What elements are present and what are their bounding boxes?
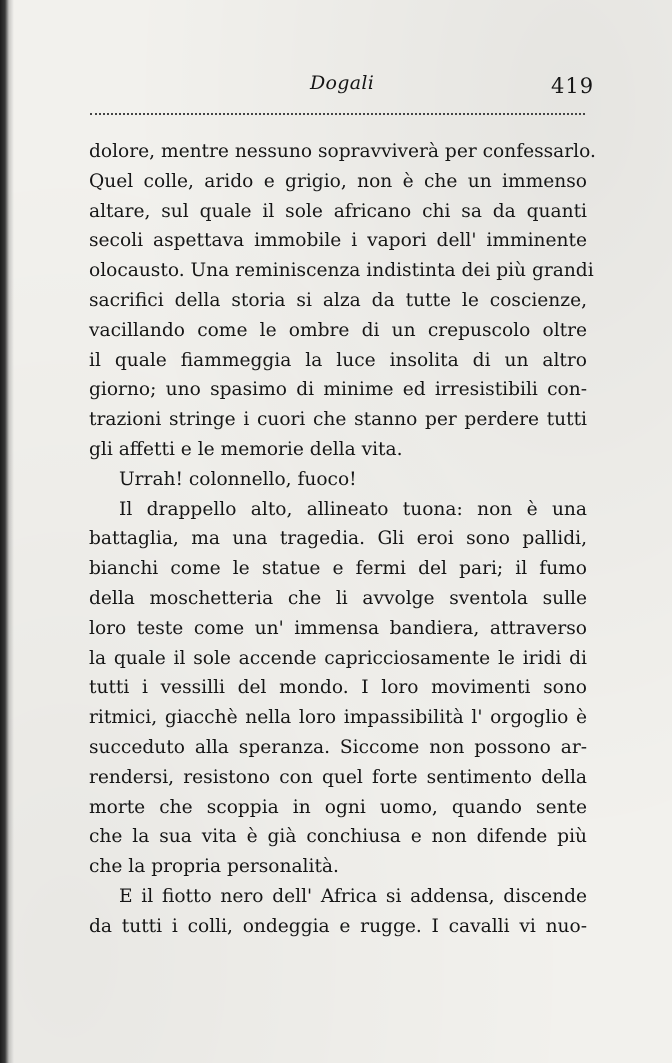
text-line: ritmici, giacchè nella loro impassibilità l' orgoglio è	[89, 707, 587, 729]
text-line: Il drappello alto, allineato tuona: non è una	[119, 498, 587, 520]
text-line: della moschetteria che li avvolge sventola sulle	[89, 587, 587, 609]
text-line: da tutti i colli, ondeggia e rugge. I cavalli vi nuo-	[89, 915, 587, 937]
text-line: il quale fiammeggia la luce insolita di un altro	[89, 349, 587, 371]
text-line: secoli aspettava immobile i vapori dell' imminente	[89, 230, 587, 252]
text-line: rendersi, resistono con quel forte sentimento della	[89, 766, 587, 788]
running-head	[0, 68, 672, 104]
text-line: battaglia, ma una tragedia. Gli eroi sono pallidi,	[89, 528, 587, 550]
running-title: Dogali	[310, 72, 375, 94]
body-text	[89, 137, 596, 942]
text-line: morte che scoppia in ogni uomo, quando sente	[89, 796, 587, 818]
text-line: olocausto. Una reminiscenza indistinta dei più grandi	[89, 260, 594, 282]
text-line: loro teste come un' immensa bandiera, attraverso	[89, 617, 587, 639]
text-line: dolore, mentre nessuno sopravviverà per confessarlo.	[89, 141, 596, 162]
text-line: altare, sul quale il sole africano chi sa da quanti	[89, 200, 587, 222]
text-line: sacrifici della storia si alza da tutte le coscienze,	[89, 289, 587, 311]
text-line: che la sua vita è già conchiusa e non difende più	[89, 826, 587, 848]
text-line: trazioni stringe i cuori che stanno per perdere tutti	[89, 409, 587, 431]
page-number: 419	[551, 74, 595, 98]
header-dotted-rule	[90, 113, 585, 115]
text-line: E il fiotto nero dell' Africa si addensa, discende	[119, 885, 587, 907]
text-line: succeduto alla speranza. Siccome non possono ar-	[89, 736, 587, 758]
text-line: la quale il sole accende capricciosamente le iridi di	[89, 647, 587, 669]
text-line: tutti i vessilli del mondo. I loro movimenti sono	[89, 677, 587, 699]
text-line: gli affetti e le memorie della vita.	[89, 438, 403, 460]
text-line: bianchi come le statue e fermi del pari; il fumo	[89, 558, 587, 580]
text-line: vacillando come le ombre di un crepuscolo oltre	[89, 319, 587, 341]
text-line: Urrah! colonnello, fuoco!	[119, 468, 357, 490]
binding-shadow	[0, 0, 14, 1063]
text-line: giorno; uno spasimo di minime ed irresistibili con-	[89, 379, 587, 401]
text-line: Quel colle, arido e grigio, non è che un immenso	[89, 170, 587, 192]
text-line: che la propria personalità.	[89, 856, 339, 878]
